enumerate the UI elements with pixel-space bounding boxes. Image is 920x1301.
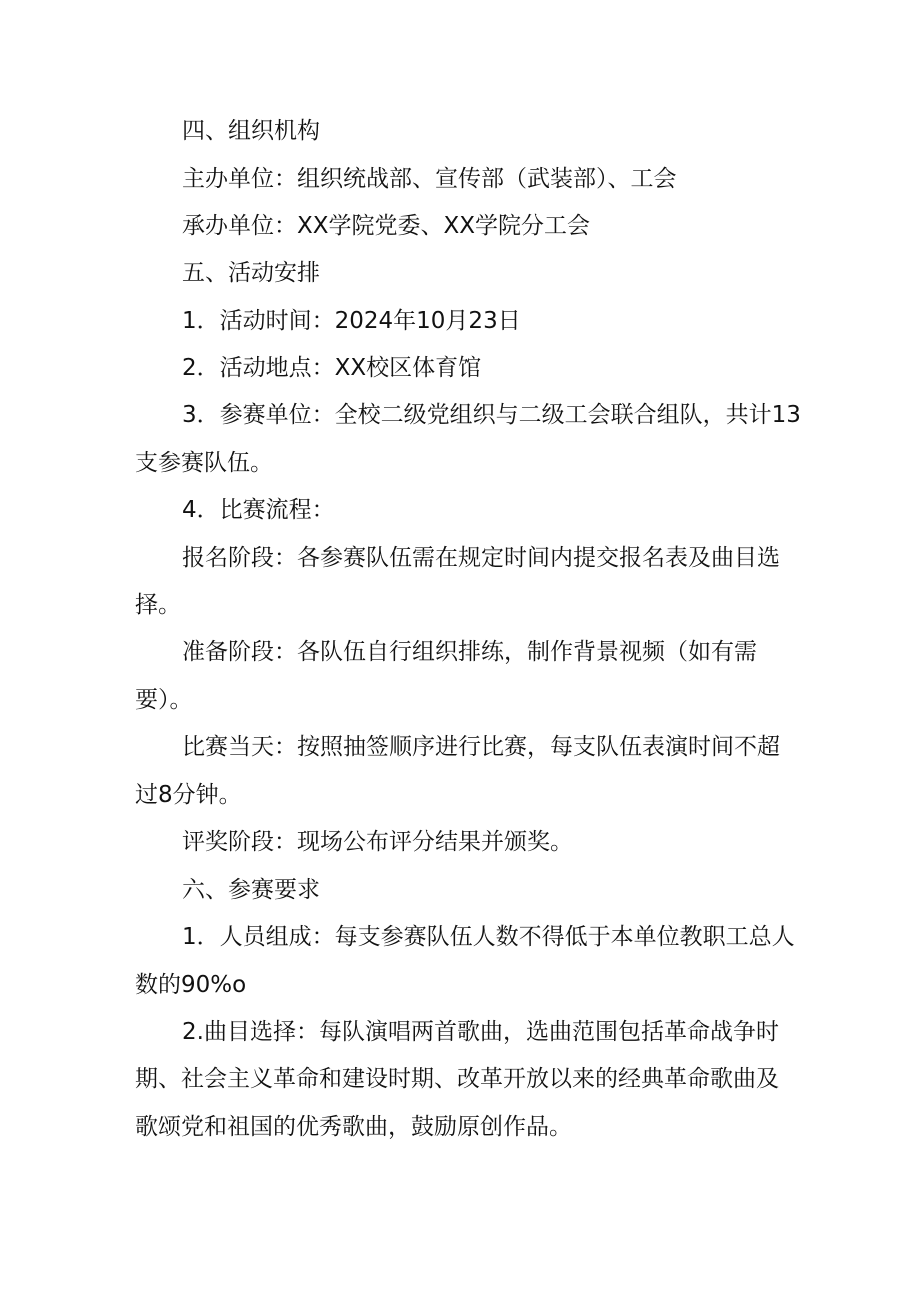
paragraph-competition-day-continued: 过8分钟。 [135,782,242,808]
list-item-song-selection-continued-1: 期、社会主义革命和建设时期、改革开放以来的经典革命歌曲及 [135,1066,779,1092]
list-item-personnel: 1．人员组成：每支参赛队伍人数不得低于本单位教职工总人 [182,924,795,950]
list-item-personnel-continued: 数的90%o [135,972,247,998]
paragraph-host-unit: 主办单位：组织统战部、宣传部（武装部）、工会 [182,166,677,192]
paragraph-competition-day: 比赛当天：按照抽签顺序进行比赛，每支队伍表演时间不超 [182,734,780,760]
paragraph-preparation-stage-continued: 要）。 [135,687,193,713]
list-item-song-selection: 2.曲目选择：每队演唱两首歌曲，选曲范围包括革命战争时 [182,1019,779,1045]
paragraph-registration-stage: 报名阶段：各参赛队伍需在规定时间内提交报名表及曲目选 [182,545,780,571]
paragraph-organizer-unit: 承办单位：XX学院党委、XX学院分工会 [182,213,591,239]
section-heading-schedule: 五、活动安排 [182,260,320,286]
list-item-process: 4．比赛流程： [182,497,335,523]
paragraph-award-stage: 评奖阶段：现场公布评分结果并颁奖。 [182,829,573,855]
list-item-participants: 3．参赛单位：全校二级党组织与二级工会联合组队，共计13 [182,402,801,428]
list-item-time: 1．活动时间：2024年10月23日 [182,308,521,334]
list-item-song-selection-continued-2: 歌颂党和祖国的优秀歌曲，鼓励原创作品。 [135,1114,572,1140]
list-item-participants-continued: 支参赛队伍。 [135,450,273,476]
paragraph-preparation-stage: 准备阶段：各队伍自行组织排练，制作背景视频（如有需 [182,639,757,665]
paragraph-registration-stage-continued: 择。 [135,592,181,618]
section-heading-requirements: 六、参赛要求 [182,877,320,903]
list-item-location: 2．活动地点：XX校区体育馆 [182,355,482,381]
section-heading-organization: 四、组织机构 [182,118,320,144]
